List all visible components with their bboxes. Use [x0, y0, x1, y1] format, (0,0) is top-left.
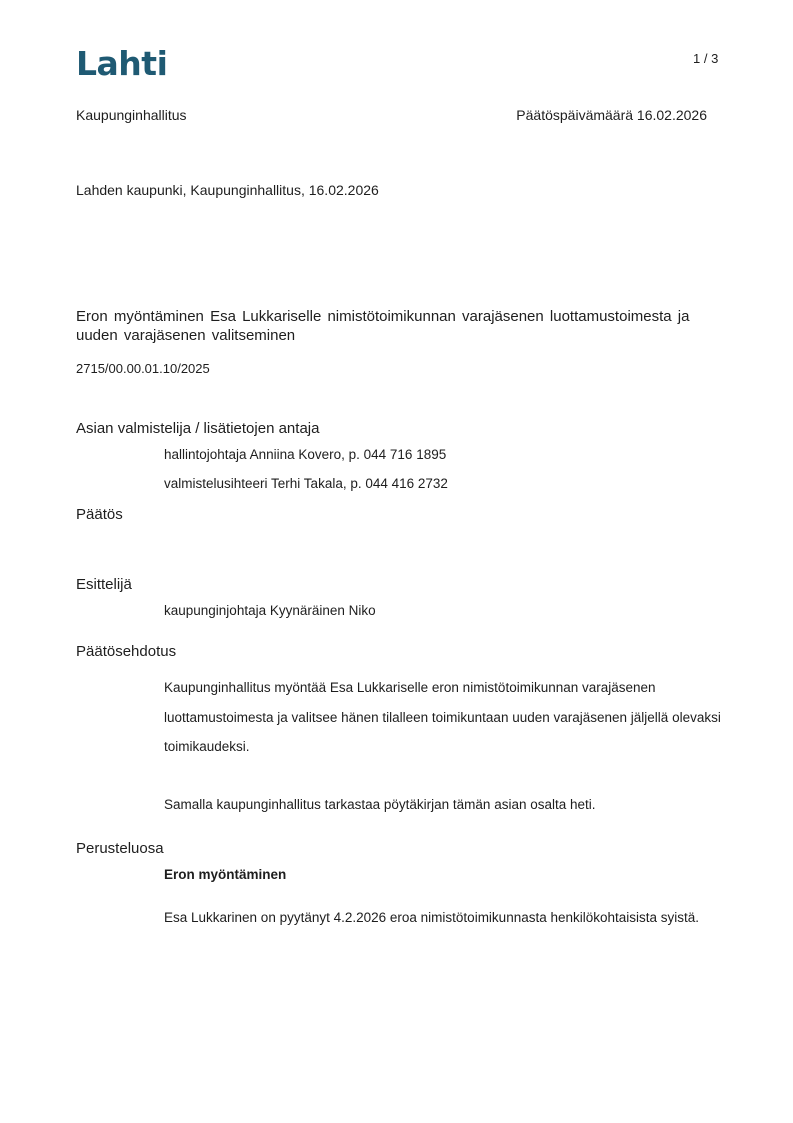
matter-title: Eron myöntäminen Esa Lukkariselle nimistötoimikunnan varajäsenen luottamustoimesta ja uuden varajäsenen valitseminen	[76, 308, 690, 344]
page-number: 1 / 3	[693, 51, 719, 66]
decision-date: Päätöspäivämäärä 16.02.2026	[516, 107, 707, 123]
justification-heading: Perusteluosa	[76, 840, 164, 857]
proposal-heading: Päätösehdotus	[76, 643, 177, 660]
meeting-line: Lahden kaupunki, Kaupunginhallitus, 16.02.2026	[76, 182, 379, 198]
justification-paragraph: Esa Lukkarinen on pyytänyt 4.2.2026 eroa nimistötoimikunnasta henkilökohtaisista syistä.	[164, 910, 700, 925]
justification-subheading: Eron myöntäminen	[164, 867, 287, 882]
preparer-line: hallintojohtaja Anniina Kovero, p. 044 716 1895	[164, 447, 447, 462]
decision-heading: Päätös	[76, 506, 123, 523]
diary-number: 2715/00.00.01.10/2025	[76, 361, 210, 376]
decision-body: Kaupunginhallitus	[76, 107, 187, 123]
presenter-name: kaupunginjohtaja Kyynäräinen Niko	[164, 603, 376, 618]
preparer-heading: Asian valmistelija / lisätietojen antaja	[76, 420, 320, 437]
proposal-paragraph: Kaupunginhallitus myöntää Esa Lukkariselle eron nimistötoimikunnan varajäsenen luottamustoimesta ja valitsee hänen tilalleen toimikuntaan uuden varajäsenen jäljellä olevaksi toimikaudeksi.	[164, 680, 721, 754]
lahti-logo: Lahti	[76, 44, 168, 83]
presenter-heading: Esittelijä	[76, 576, 132, 593]
proposal-paragraph: Samalla kaupunginhallitus tarkastaa pöytäkirjan tämän asian osalta heti.	[164, 797, 596, 812]
preparer-line: valmistelusihteeri Terhi Takala, p. 044 416 2732	[164, 476, 448, 491]
